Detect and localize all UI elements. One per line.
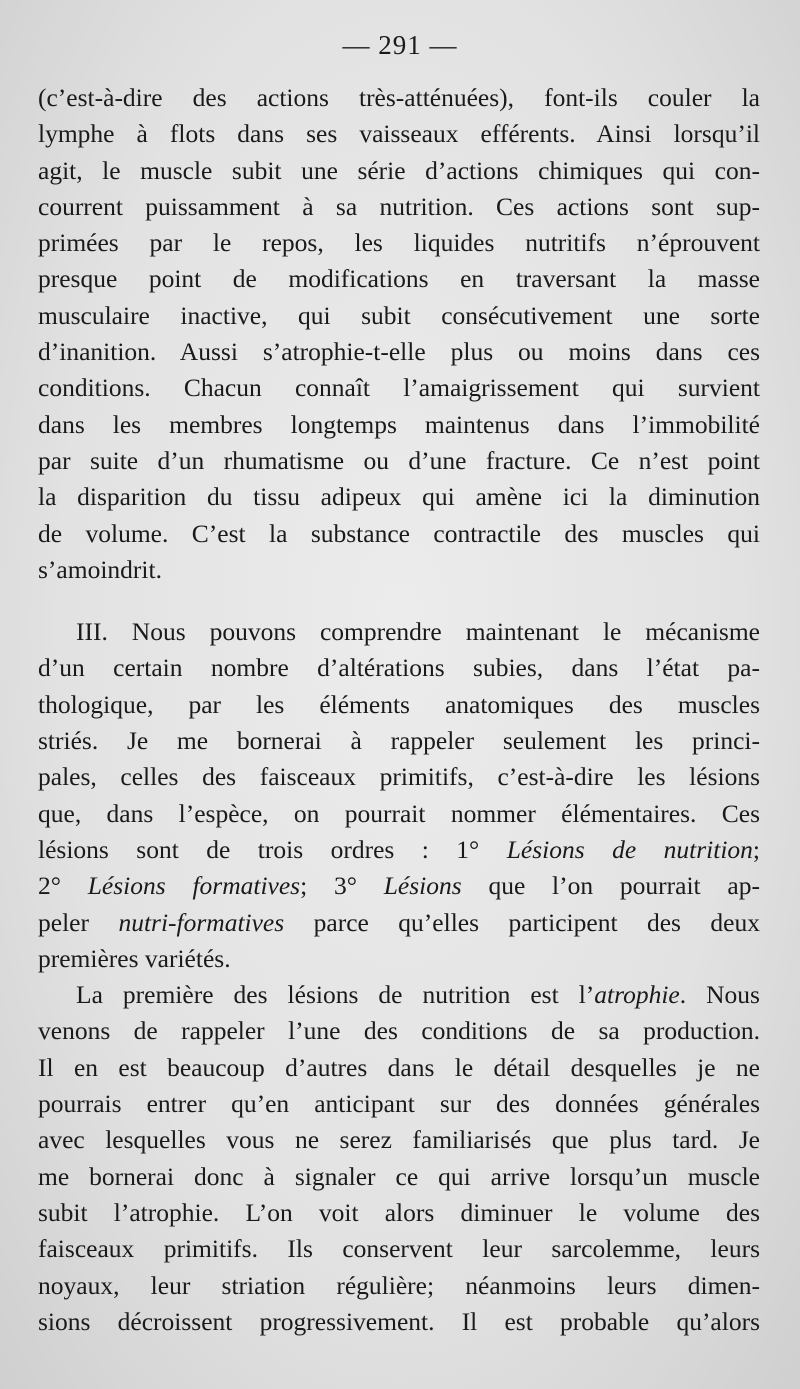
text-line xyxy=(38,905,760,941)
text-run: 2° xyxy=(38,871,88,901)
text-line: sions décroissent progressivement. Il est probable qu’alors xyxy=(38,1306,760,1336)
text-line: pourrais entrer qu’en anticipant sur des données générales xyxy=(38,1089,760,1119)
paragraph-2 xyxy=(38,614,760,977)
text-line: agit, le muscle subit une série d’actions chimiques qui con- xyxy=(38,155,760,185)
text-run: que l’on pourrait ap- xyxy=(461,871,760,901)
text-run: La première des lésions de nutrition est l’ xyxy=(76,980,595,1010)
text-run: ; 3° xyxy=(300,871,384,901)
text-line: subit l’atrophie. L’on voit alors diminuer le volume des xyxy=(38,1197,760,1227)
text-line: primées par le repos, les liquides nutritifs n’éprouvent xyxy=(38,228,760,258)
text-line: striés. Je me bornerai à rappeler seulement les princi- xyxy=(38,726,760,756)
page-number: — 291 — xyxy=(342,30,458,60)
text-run: parce qu’elles participent des deux xyxy=(284,907,760,937)
text-line: dans les membres longtemps maintenus dans l’immobilité xyxy=(38,409,760,439)
paragraph-3 xyxy=(38,977,760,1340)
text-line: conditions. Chacun connaît l’amaigrissement qui survient xyxy=(38,373,760,403)
text-line: par suite d’un rhumatisme ou d’une fracture. Ce n’est point xyxy=(38,445,760,475)
italic-term: Lésions xyxy=(383,871,462,901)
text-line: faisceaux primitifs. Ils conservent leur sarcolemme, leurs xyxy=(38,1234,760,1264)
text-line: musculaire inactive, qui subit consécutivement une sorte xyxy=(38,300,760,330)
paragraph-1 xyxy=(38,80,760,588)
text-line: s’amoindrit. xyxy=(38,554,162,584)
text-line: de volume. C’est la substance contractile des muscles qui xyxy=(38,518,760,548)
text-line: d’un certain nombre d’altérations subies, dans l’état pa- xyxy=(38,653,760,683)
text-line: d’inanition. Aussi s’atrophie-t-elle plus ou moins dans ces xyxy=(38,337,760,367)
italic-term: Lésions formatives xyxy=(87,871,301,901)
text-line: venons de rappeler l’une des conditions de sa production. xyxy=(38,1016,760,1046)
text-line xyxy=(38,868,760,904)
italic-term: nutri-formatives xyxy=(118,907,285,937)
text-line: courrent puissamment à sa nutrition. Ces actions sont sup- xyxy=(38,191,760,221)
italic-term: atrophie xyxy=(594,980,680,1010)
text-line: Il en est beaucoup d’autres dans le détail desquelles je ne xyxy=(38,1052,760,1082)
text-line: III. Nous pouvons comprendre maintenant le mécanisme xyxy=(76,617,760,647)
text-line: thologique, par les éléments anatomiques des muscles xyxy=(38,689,760,719)
paragraph-gap xyxy=(38,588,760,614)
body-text xyxy=(38,80,760,1340)
text-line: (c’est-à-dire des actions très-atténuées), font-ils couler la xyxy=(38,83,760,112)
text-line: avec lesquelles vous ne serez familiarisés que plus tard. Je xyxy=(38,1125,760,1155)
text-line: que, dans l’espèce, on pourrait nommer élémentaires. Ces xyxy=(38,798,760,828)
text-line xyxy=(38,832,760,868)
text-line xyxy=(38,977,760,1013)
italic-term: Lésions de nutrition xyxy=(506,834,753,864)
text-line: lymphe à flots dans ses vaisseaux efférents. Ainsi lorsqu’il xyxy=(38,119,760,149)
text-line: pales, celles des faisceaux primitifs, c’est-à-dire les lésions xyxy=(38,762,760,792)
text-line: la disparition du tissu adipeux qui amène ici la diminution xyxy=(38,482,760,512)
text-run: peler xyxy=(38,907,119,937)
text-run: ; xyxy=(752,834,760,864)
text-line: me bornerai donc à signaler ce qui arrive lorsqu’un muscle xyxy=(38,1161,760,1191)
text-line: presque point de modifications en traversant la masse xyxy=(38,264,760,294)
text-run: lésions sont de trois ordres : 1° xyxy=(38,834,507,864)
text-line: noyaux, leur striation régulière; néanmoins leurs dimen- xyxy=(38,1270,760,1300)
text-run: . Nous xyxy=(679,980,760,1010)
text-line: premières variétés. xyxy=(38,943,231,973)
